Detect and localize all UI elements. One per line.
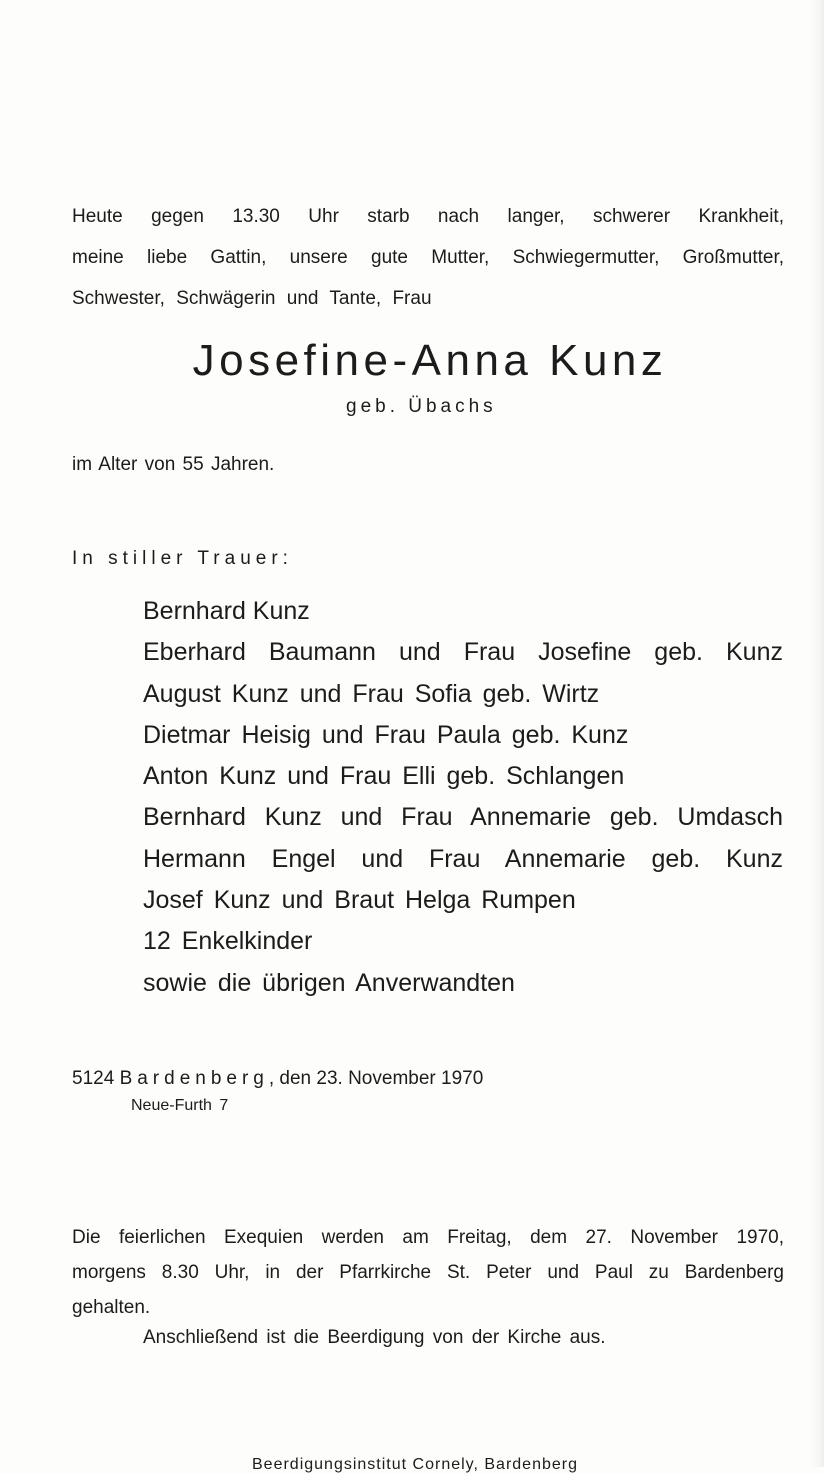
mourner-entry: Eberhard Baumann und Frau Josefine geb. Kunz [143, 638, 783, 667]
funeral-line: morgens 8.30 Uhr, in der Pfarrkirche St. Peter und Paul zu Bardenberg [72, 1262, 784, 1283]
letter-date: , den 23. November 1970 [268, 1068, 484, 1089]
funeral-line: Die feierlichen Exequien werden am Freitag, dem 27. November 1970, [72, 1227, 784, 1248]
page-edge-shadow [810, 0, 824, 1467]
mourner-entry: Hermann Engel und Frau Annemarie geb. Kunz [143, 844, 783, 873]
mourner-entry: Bernhard Kunz und Frau Annemarie geb. Umdasch [143, 803, 783, 832]
mourner-entry: August Kunz und Frau Sofia geb. Wirtz [143, 679, 600, 708]
mourner-entry: 12 Enkelkinder [143, 927, 313, 956]
intro-line: meine liebe Gattin, unsere gute Mutter, Schwiegermutter, Großmutter, [72, 247, 784, 268]
intro-line: Heute gegen 13.30 Uhr starb nach langer, schwerer Krankheit, [72, 206, 784, 227]
intro-line: Schwester, Schwägerin und Tante, Frau [72, 288, 432, 309]
age-text: im Alter von 55 Jahren. [72, 454, 275, 475]
mourner-entry: Josef Kunz und Braut Helga Rumpen [143, 886, 576, 915]
postcode: 5124 [72, 1068, 115, 1089]
funeral-paragraph [72, 1220, 784, 1325]
mourner-entry: Bernhard Kunz [143, 597, 310, 625]
funeral-line: gehalten. [72, 1297, 151, 1318]
street-address: Neue-Furth 7 [131, 1097, 229, 1114]
maiden-name: geb. Übachs [346, 396, 497, 417]
funeral-home-footer: Beerdigungsinstitut Cornely, Bardenberg [252, 1456, 578, 1473]
place-date-line [72, 1068, 483, 1090]
mourner-entry: Anton Kunz und Frau Elli geb. Schlangen [143, 762, 625, 791]
mourning-heading: In stiller Trauer: [72, 548, 293, 569]
burial-note: Anschließend ist die Beerdigung von der Kirche aus. [143, 1327, 606, 1348]
mourners-list [143, 591, 783, 1004]
town-name: Bardenberg [119, 1068, 269, 1089]
mourner-entry: sowie die übrigen Anverwandten [143, 968, 515, 997]
mourner-entry: Dietmar Heisig und Frau Paula geb. Kunz [143, 720, 629, 749]
intro-paragraph [72, 196, 784, 319]
deceased-name: Josefine-Anna Kunz [192, 336, 668, 385]
